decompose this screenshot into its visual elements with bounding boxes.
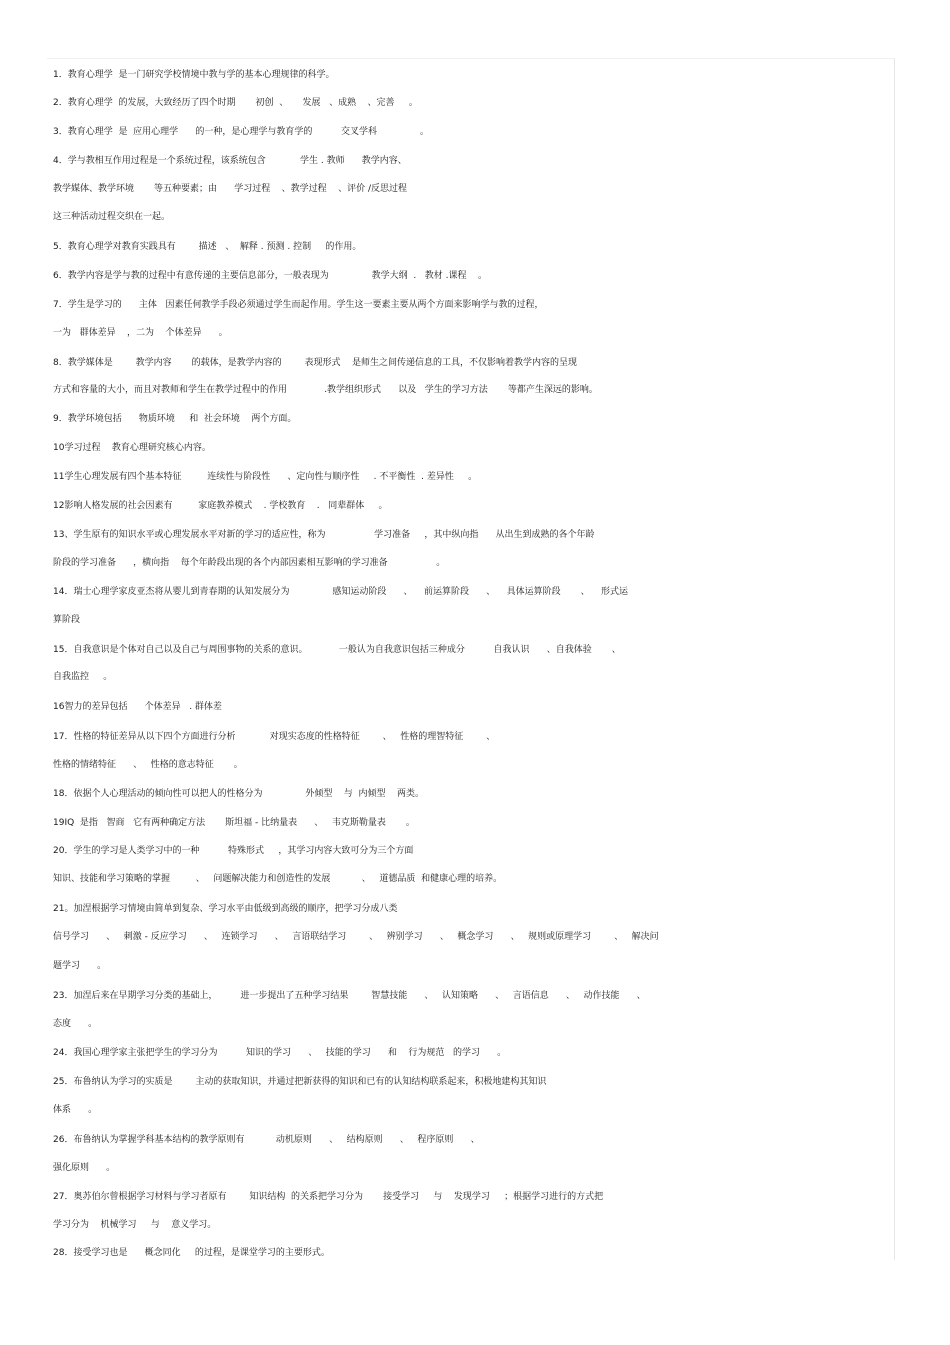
text-line: 18．依据个人心理活动的倾向性可以把人的性格分为 外倾型 与 内倾型 两类。 <box>53 789 424 799</box>
text-line: 性格的情绪特征 、 性格的意志特征 。 <box>53 760 243 770</box>
text-line: 阶段的学习准备 ，横向指 每个年龄段出现的各个内部因素相互影响的学习准备 。 <box>53 558 446 568</box>
text-line: 态度 。 <box>53 1019 98 1029</box>
text-line: 体系 。 <box>53 1105 98 1115</box>
text-line: 算阶段 <box>53 615 81 625</box>
text-line: 20．学生的学习是人类学习中的一种 特殊形式 ，其学习内容大致可分为三个方面 <box>53 846 414 856</box>
text-line: 17．性格的特征差异从以下四个方面进行分析 对现实态度的性格特征 、 性格的理智特征 、 <box>53 732 496 742</box>
text-line: 24．我国心理学家主张把学生的学习分为 知识的学习 、 技能的学习 和 行为规范 的学习 。 <box>53 1048 507 1058</box>
text-line: 知识、技能和学习策略的掌握 、 问题解决能力和创造性的发展 、 道德品质 和健康心理的培养。 <box>53 874 503 884</box>
text-line: 强化原则 。 <box>53 1163 116 1173</box>
text-line: 2．教育心理学 的发展，大致经历了四个时期 初创 、 发展 、成熟 、完善 。 <box>53 98 418 108</box>
text-line: 27．奥苏伯尔曾根据学习材料与学习者原有 知识结构 的关系把学习分为 接受学习 与 发现学习 ；根据学习进行的方式把 <box>53 1192 604 1202</box>
text-line: 8．教学媒体是 教学内容 的载体，是教学内容的 表现形式 是师生之间传递信息的工具，不仅影响着教学内容的呈现 <box>53 358 577 368</box>
text-line: 10学习过程 教育心理研究核心内容。 <box>53 443 211 453</box>
text-line: 7．学生是学习的 主体 因素任何教学手段必须通过学生而起作用。学生这一要素主要从两个方面来影响学与教的过程， <box>53 300 544 310</box>
text-line: 6．教学内容是学与教的过程中有意传递的主要信息部分，一般表现为 教学大纲 . 教材 .课程 。 <box>53 271 487 281</box>
text-line: 13、学生原有的知识水平或心理发展水平对新的学习的适应性，称为 学习准备 ，其中纵向指 从出生到成熟的各个年龄 <box>53 530 595 540</box>
text-line: 19IQ 是指 智商 它有两种确定方法 斯坦福 - 比纳量表 、 韦克斯勒量表 。 <box>53 818 415 828</box>
text-line: 16智力的差异包括 个体差异 . 群体差 <box>53 702 222 712</box>
text-line: 15．自我意识是个体对自己以及自己与周围事物的关系的意识。 一般认为自我意识包括三种成分 自我认识 、自我体验 、 <box>53 645 621 655</box>
document-page <box>47 58 895 1260</box>
text-line: 28．接受学习也是 概念同化 的过程，是课堂学习的主要形式。 <box>53 1248 330 1258</box>
text-line: 教学媒体、教学环境 等五种要素；由 学习过程 、教学过程 、评价 /反思过程 <box>53 184 407 194</box>
text-line: 1．教育心理学 是一门研究学校情境中教与学的基本心理规律的科学。 <box>53 70 335 80</box>
text-line: 3．教育心理学 是 应用心理学 的一种，是心理学与教育学的 交叉学科 。 <box>53 127 429 137</box>
text-line: 学习分为 机械学习 与 意义学习。 <box>53 1220 217 1230</box>
text-line: 方式和容量的大小，而且对教师和学生在教学过程中的作用 .教学组织形式 以及 学生的学习方法 等都产生深远的影响。 <box>53 385 598 395</box>
text-line: 9．教学环境包括 物质环境 和 社会环境 两个方面。 <box>53 414 297 424</box>
text-line: 一为 群体差异 ，二为 个体差异 。 <box>53 328 228 338</box>
text-line: 题学习 。 <box>53 961 107 971</box>
text-line: 26．布鲁纳认为掌握学科基本结构的教学原则有 动机原则 、 结构原则 、 程序原则 、 <box>53 1135 480 1145</box>
text-line: 5．教育心理学对教育实践具有 描述 、 解释 . 预测 . 控制 的作用。 <box>53 242 362 252</box>
text-line: 4．学与教相互作用过程是一个系统过程，该系统包含 学生 . 教师 教学内容、 <box>53 156 407 166</box>
text-line: 21。加涅根据学习情境由简单到复杂、学习水平由低级到高级的顺序，把学习分成八类 <box>53 904 398 914</box>
text-line: 信号学习 、 刺激 - 反应学习 、 连锁学习 、 言语联结学习 、 辨别学习 、 概念学习 、 规则或原理学习 、 解决问 <box>53 932 659 942</box>
text-line: 自我监控 。 <box>53 672 113 682</box>
text-line: 11学生心理发展有四个基本特征 连续性与阶段性 、定向性与顺序性 . 不平衡性 . 差异性 。 <box>53 472 478 482</box>
text-line: 23．加涅后来在早期学习分类的基础上， 进一步提出了五种学习结果 智慧技能 、 认知策略 、 言语信息 、 动作技能 、 <box>53 991 646 1001</box>
text-line: 25．布鲁纳认为学习的实质是 主动的获取知识，并通过把新获得的知识和已有的认知结构联系起来，积极地建构其知识 <box>53 1077 547 1087</box>
text-line: 12影响人格发展的社会因素有 家庭教养模式 . 学校教育 . 同辈群体 。 <box>53 501 388 511</box>
text-line: 14．瑞士心理学家皮亚杰将从婴儿到青春期的认知发展分为 感知运动阶段 、 前运算阶段 、 具体运算阶段 、 形式运 <box>53 587 629 597</box>
text-line: 这三种活动过程交织在一起。 <box>53 212 171 222</box>
